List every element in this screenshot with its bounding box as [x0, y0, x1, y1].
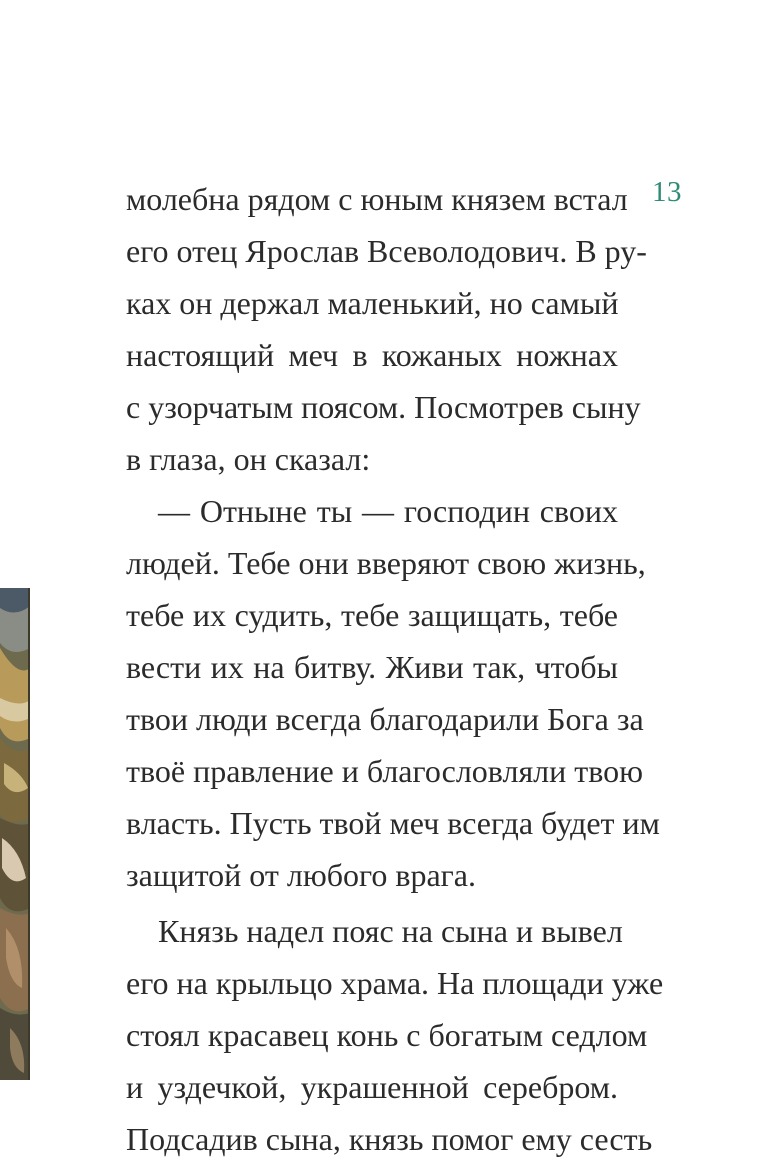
painting-illustration — [0, 588, 30, 1080]
text-line: твоё правление и благословляли твою — [126, 753, 644, 789]
text-line: молебна рядом с юным князем встал — [126, 181, 628, 217]
page-number: 13 — [652, 176, 682, 208]
text-line: защитой от любого врага. — [126, 857, 476, 893]
text-line: его на крыльцо храма. На площади уже — [126, 965, 664, 1001]
text-line: людей. Тебе они вверяют свою жизнь, — [126, 545, 646, 581]
text-line: Князь надел пояс на сына и вывел — [158, 913, 623, 949]
text-line: в глаза, он сказал: — [126, 441, 371, 477]
text-line: его отец Ярослав Всеволодович. В ру- — [126, 233, 647, 269]
text-line: твои люди всегда благодарили Бога за — [126, 701, 644, 737]
text-line: ках он держал маленький, но самый — [126, 285, 619, 321]
text-line: и уздечкой, украшенной серебром. — [126, 1069, 618, 1105]
text-line: — Отныне ты — господин своих — [158, 493, 618, 529]
text-line: с узорчатым поясом. Посмотрев сыну — [126, 389, 641, 425]
text-line: Подсадив сына, князь помог ему сесть — [126, 1121, 653, 1157]
text-line: стоял красавец конь с богатым седлом — [126, 1017, 648, 1053]
text-line: вести их на битву. Живи так, чтобы — [126, 649, 618, 685]
body-text — [126, 173, 664, 1165]
text-line: настоящий меч в кожаных ножнах — [126, 337, 618, 373]
text-line: тебе их судить, тебе защищать, тебе — [126, 597, 618, 633]
text-line: власть. Пусть твой меч всегда будет им — [126, 805, 660, 841]
